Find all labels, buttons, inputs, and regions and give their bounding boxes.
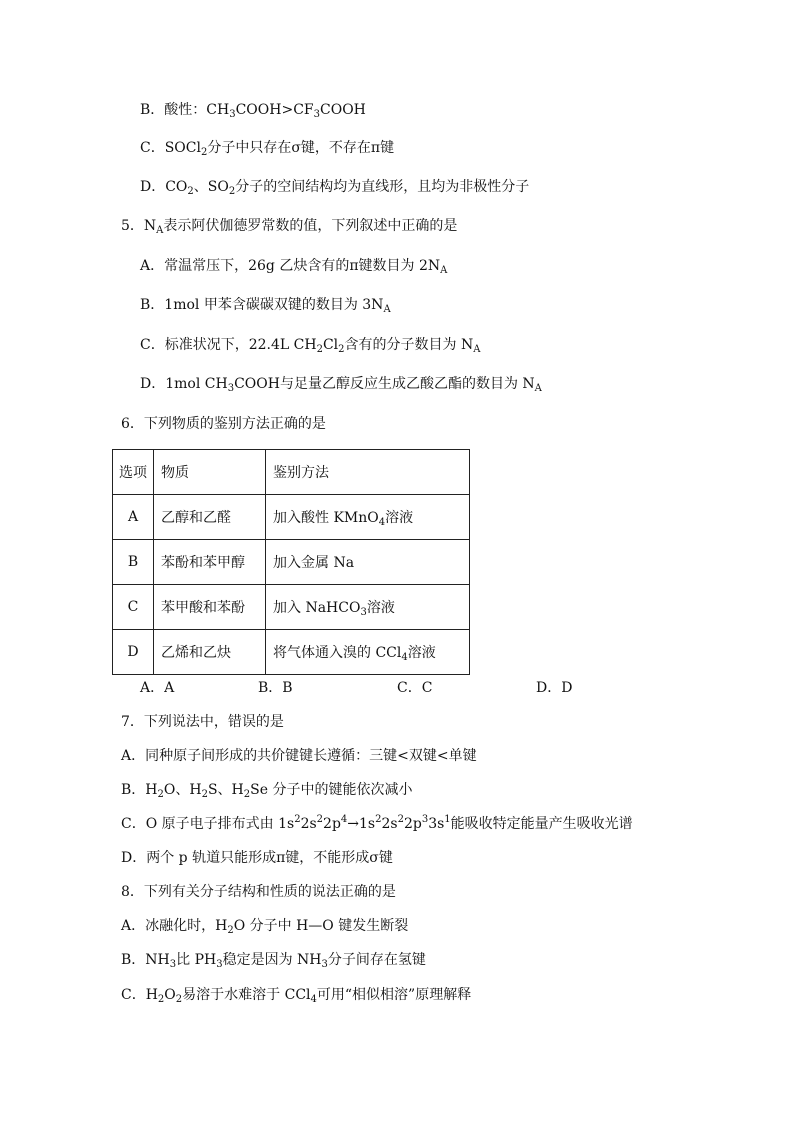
header-substance: 物质	[154, 450, 266, 495]
q6-choice-a: A．A	[140, 680, 175, 696]
q4-option-c: C．SOCl$_2$分子中只存在σ键，不存在π键	[140, 140, 395, 158]
header-option: 选项	[113, 450, 154, 495]
row-method: 加入 NaHCO$_3$溶液	[266, 585, 470, 630]
q7-option-d: D．两个 p 轨道只能形成π键，不能形成σ键	[121, 850, 393, 866]
q7-option-b: B．$H_2O$、$H_2S$、$H_2Se$ 分子中的键能依次减小	[121, 782, 413, 800]
q4-option-b: B．酸性：$CH_3COOH>CF_3COOH$	[140, 102, 366, 120]
row-method: 将气体通入溴的 CCl$_4$溶液	[266, 630, 470, 675]
q8-option-a: A．冰融化时，$H_2O$ 分子中 H—O 键发生断裂	[121, 918, 409, 936]
q6-choices	[0, 678, 794, 698]
q6-choice-c: C．C	[397, 680, 433, 696]
q5-option-b: B．1mol 甲苯含碳碳双键的数目为 $3N_A$	[140, 297, 391, 315]
q7-stem: 7．下列说法中，错误的是	[121, 714, 284, 730]
header-method: 鉴别方法	[266, 450, 470, 495]
row-option: D	[113, 630, 154, 675]
row-method: 加入酸性 KMnO$_4$溶液	[266, 495, 470, 540]
q5-option-d: D．1mol $CH_3COOH$与足量乙醇反应生成乙酸乙酯的数目为 $N_A$	[140, 376, 542, 394]
table-row	[113, 585, 470, 630]
q8-stem: 8．下列有关分子结构和性质的说法正确的是	[121, 884, 396, 900]
row-substance: 乙醇和乙醛	[154, 495, 266, 540]
table-row	[113, 540, 470, 585]
q4-option-d: D．$CO_2$、$SO_2$分子的空间结构均为直线形，且均为非极性分子	[140, 179, 530, 197]
q8-option-b: B．$NH_3$比 $PH_3$稳定是因为 $NH_3$分子间存在氢键	[121, 952, 426, 970]
table-row	[113, 630, 470, 675]
q5-stem: 5．$N_A$表示阿伏伽德罗常数的值，下列叙述中正确的是	[121, 218, 458, 236]
q6-choice-b: B．B	[258, 680, 293, 696]
q5-option-c: C．标准状况下，22.4L $CH_2Cl_2$含有的分子数目为 $N_A$	[140, 337, 481, 355]
q5-option-a: A．常温常压下，26g 乙炔含有的π键数目为 $2N_A$	[140, 258, 448, 276]
q7-option-a: A．同种原子间形成的共价键键长遵循：三键<双键<单键	[121, 748, 477, 764]
row-option: C	[113, 585, 154, 630]
q6-stem: 6．下列物质的鉴别方法正确的是	[121, 416, 326, 432]
table-header-row	[113, 450, 470, 495]
row-option: A	[113, 495, 154, 540]
row-method: 加入金属 Na	[266, 540, 470, 585]
q8-option-c: C．$H_2O_2$易溶于水难溶于 CCl$_4$可用“相似相溶”原理解释	[121, 987, 472, 1005]
row-substance: 苯甲酸和苯酚	[154, 585, 266, 630]
row-option: B	[113, 540, 154, 585]
row-substance: 苯酚和苯甲醇	[154, 540, 266, 585]
row-substance: 乙烯和乙炔	[154, 630, 266, 675]
q6-table	[112, 449, 470, 675]
q7-option-c: C．O 原子电子排布式由 $1s^22s^22p^4\to 1s^22s^22p^33s^1$能吸收特定能量产生吸收光谱	[121, 814, 633, 832]
q6-choice-d: D．D	[536, 680, 573, 696]
table-row	[113, 495, 470, 540]
